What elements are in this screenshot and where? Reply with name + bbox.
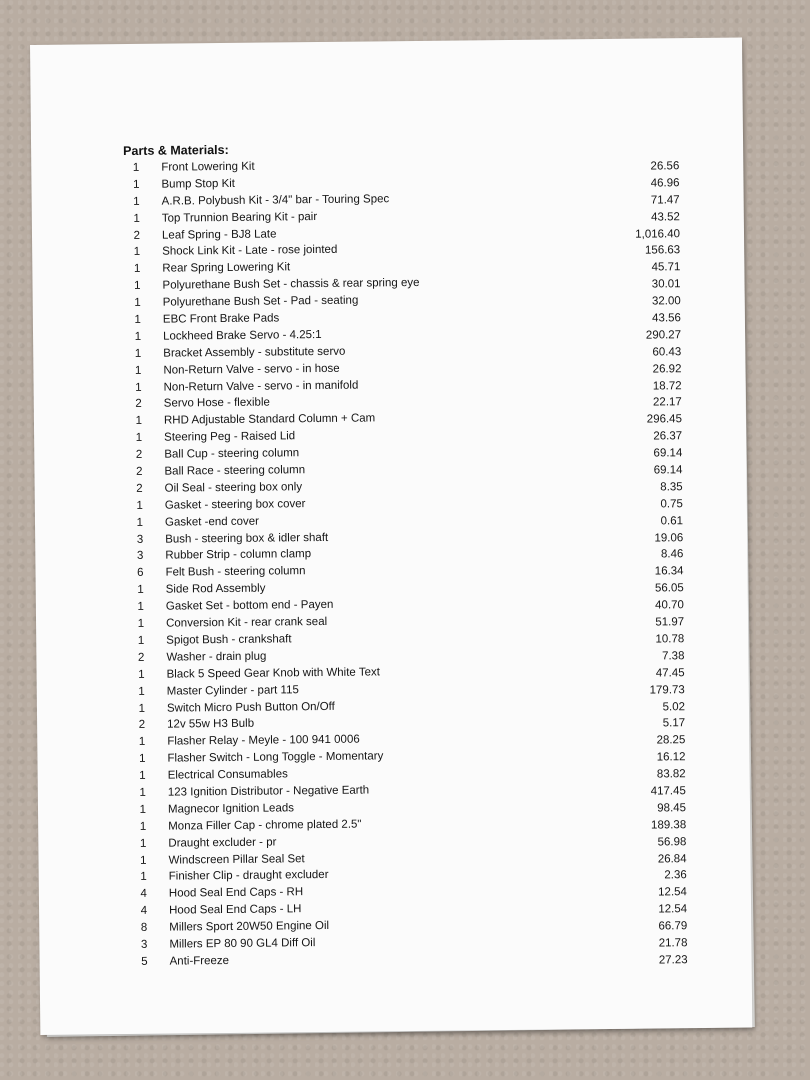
- item-price: 26.92: [652, 362, 682, 376]
- item-qty: 1: [140, 871, 147, 884]
- item-qty: 2: [135, 398, 142, 411]
- item-price: 83.82: [656, 768, 686, 781]
- item-description: Windscreen Pillar Seal Set: [168, 852, 305, 867]
- item-description: Gasket -end cover: [164, 515, 260, 529]
- item-qty: 1: [137, 584, 144, 597]
- item-description: Bush - steering box & idler shaft: [165, 531, 329, 546]
- item-qty: 4: [140, 905, 148, 918]
- item-qty: 5: [141, 955, 148, 968]
- item-qty: 1: [132, 161, 140, 174]
- item-price: 16.34: [654, 565, 684, 578]
- item-description: Polyurethane Bush Set - chassis & rear spring eye: [162, 277, 420, 292]
- item-description: Non-Return Valve - servo - in manifold: [163, 379, 359, 394]
- item-price: 26.56: [650, 160, 680, 173]
- item-price: 32.00: [651, 295, 681, 308]
- item-qty: 1: [133, 178, 140, 191]
- item-qty: 1: [139, 820, 147, 833]
- item-price: 290.27: [645, 329, 682, 342]
- item-description: Flasher Switch - Long Toggle - Momentary: [167, 750, 384, 765]
- item-qty: 1: [136, 516, 144, 529]
- item-description: Magnecor Ignition Leads: [167, 802, 295, 816]
- item-price: 56.98: [657, 835, 687, 849]
- item-qty: 6: [137, 567, 144, 580]
- item-price: 98.45: [657, 802, 687, 815]
- item-qty: 1: [133, 246, 141, 259]
- item-qty: 1: [134, 296, 141, 310]
- item-description: Bracket Assembly - substitute servo: [163, 345, 346, 360]
- item-qty: 1: [135, 415, 143, 428]
- item-price: 19.06: [654, 531, 684, 545]
- item-price: 40.70: [655, 599, 684, 612]
- item-qty: 1: [137, 617, 145, 630]
- item-price: 26.37: [653, 430, 683, 443]
- item-qty: 1: [137, 600, 144, 614]
- item-price: 8.35: [660, 481, 683, 494]
- item-description: Bump Stop Kit: [161, 177, 236, 191]
- item-qty: 1: [136, 499, 143, 512]
- item-qty: 1: [134, 313, 141, 326]
- item-qty: 3: [136, 550, 144, 563]
- item-price: 10.78: [655, 633, 685, 646]
- item-price: 18.72: [652, 379, 682, 393]
- item-qty: 1: [134, 280, 141, 293]
- item-description: Monza Filler Cap - chrome plated 2.5": [168, 818, 362, 833]
- item-price: 60.43: [652, 345, 682, 359]
- item-qty: 1: [138, 685, 145, 698]
- item-description: EBC Front Brake Pads: [162, 312, 280, 326]
- item-price: 179.73: [649, 683, 685, 697]
- item-price: 0.61: [660, 514, 684, 528]
- item-qty: 4: [140, 888, 147, 901]
- item-description: Rubber Strip - column clamp: [165, 548, 312, 563]
- item-price: 417.45: [650, 785, 686, 798]
- item-description: Gasket Set - bottom end - Payen: [165, 599, 334, 613]
- item-qty: 1: [135, 432, 143, 445]
- item-price: 12.54: [658, 886, 687, 899]
- item-price: 51.97: [655, 616, 685, 629]
- item-description: Anti-Freeze: [169, 954, 230, 968]
- item-description: Black 5 Speed Gear Knob with White Text: [166, 666, 380, 681]
- item-description: Front Lowering Kit: [161, 160, 255, 174]
- item-description: Felt Bush - steering column: [165, 565, 306, 579]
- item-qty: 3: [140, 938, 148, 951]
- item-description: RHD Adjustable Standard Column + Cam: [163, 412, 376, 427]
- item-price: 71.47: [650, 193, 680, 207]
- item-description: Electrical Consumables: [167, 768, 288, 782]
- item-price: 21.78: [658, 937, 688, 950]
- item-description: Leaf Spring - BJ8 Late: [161, 227, 277, 242]
- item-description: Millers EP 80 90 GL4 Diff Oil: [169, 937, 316, 951]
- item-description: Steering Peg - Raised Lid: [164, 430, 296, 444]
- item-qty: 1: [133, 195, 140, 208]
- item-qty: 1: [137, 634, 145, 647]
- item-qty: 8: [140, 921, 148, 934]
- item-price: 0.75: [660, 498, 683, 511]
- item-description: Spigot Bush - crankshaft: [166, 633, 292, 647]
- item-description: Millers Sport 20W50 Engine Oil: [169, 919, 330, 934]
- item-price: 43.56: [652, 312, 681, 325]
- item-price: 7.38: [661, 650, 685, 663]
- item-price: 22.17: [652, 396, 682, 409]
- item-price: 47.45: [655, 666, 685, 680]
- item-price: 45.71: [651, 261, 681, 274]
- item-description: Rear Spring Lowering Kit: [162, 261, 291, 275]
- item-description: Non-Return Valve - servo - in hose: [163, 362, 340, 377]
- item-price: 5.17: [662, 717, 686, 730]
- item-qty: 1: [138, 668, 145, 681]
- item-qty: 2: [136, 465, 143, 478]
- item-price: 156.63: [644, 244, 681, 258]
- item-description: Washer - drain plug: [166, 650, 267, 664]
- item-description: Oil Seal - steering box only: [164, 481, 303, 495]
- item-description: Hood Seal End Caps - LH: [169, 903, 302, 917]
- item-qty: 1: [139, 803, 147, 816]
- item-qty: 1: [139, 769, 146, 782]
- item-qty: 1: [138, 736, 146, 749]
- item-description: Switch Micro Push Button On/Off: [166, 700, 335, 715]
- item-qty: 2: [137, 651, 145, 664]
- item-price: 26.84: [657, 852, 687, 865]
- item-qty: 1: [138, 702, 146, 715]
- item-price: 12.54: [658, 903, 688, 916]
- item-description: Finisher Clip - draught excluder: [168, 869, 329, 883]
- item-description: Flasher Relay - Meyle - 100 941 0006: [167, 733, 360, 748]
- item-description: Side Rod Assembly: [165, 582, 266, 596]
- item-price: 2.36: [664, 869, 687, 882]
- item-qty: 1: [133, 212, 140, 225]
- item-description: Polyurethane Bush Set - Pad - seating: [162, 294, 359, 309]
- item-qty: 3: [136, 533, 144, 546]
- item-qty: 1: [134, 330, 142, 343]
- item-qty: 2: [136, 482, 143, 495]
- item-qty: 1: [140, 854, 147, 867]
- item-description: Ball Race - steering column: [164, 464, 306, 478]
- item-price: 28.25: [656, 734, 686, 747]
- item-description: Draught excluder - pr: [168, 836, 277, 850]
- item-price: 66.79: [658, 920, 688, 933]
- item-price: 46.96: [650, 177, 680, 190]
- item-price: 16.12: [656, 751, 686, 764]
- item-price: 296.45: [646, 413, 683, 426]
- item-description: Hood Seal End Caps - RH: [168, 886, 304, 900]
- item-description: Conversion Kit - rear crank seal: [166, 615, 328, 630]
- item-description: A.R.B. Polybush Kit - 3/4" bar - Touring Spec: [161, 193, 390, 208]
- item-description: Lockheed Brake Servo - 4.25:1: [162, 328, 322, 343]
- item-qty: 2: [135, 448, 143, 462]
- item-price: 43.52: [650, 210, 680, 224]
- item-description: Gasket - steering box cover: [164, 497, 306, 512]
- item-qty: 1: [139, 837, 147, 850]
- item-price: 1,016.40: [635, 227, 681, 241]
- item-description: 12v 55w H3 Bulb: [167, 718, 255, 731]
- item-qty: 1: [139, 786, 146, 799]
- item-price: 69.14: [653, 464, 683, 477]
- item-description: Master Cylinder - part 115: [166, 683, 299, 698]
- item-description: Ball Cup - steering column: [164, 447, 300, 461]
- item-qty: 2: [138, 719, 146, 732]
- item-qty: 1: [139, 753, 146, 766]
- parts-list: [119, 156, 687, 973]
- item-price: 56.05: [654, 582, 684, 595]
- item-description: 123 Ignition Distributor - Negative Earth: [167, 784, 370, 799]
- item-price: 27.23: [658, 954, 688, 967]
- item-price: 69.14: [653, 447, 683, 460]
- item-qty: 1: [133, 263, 141, 276]
- document-page: [30, 38, 752, 1035]
- item-qty: 2: [133, 229, 141, 242]
- item-price: 189.38: [650, 818, 687, 832]
- item-price: 8.46: [660, 548, 684, 561]
- item-description: Top Trunnion Bearing Kit - pair: [161, 210, 318, 225]
- item-description: Shock Link Kit - Late - rose jointed: [162, 244, 338, 259]
- item-price: 5.02: [662, 700, 686, 713]
- item-price: 30.01: [651, 278, 681, 291]
- section-heading: Parts & Materials:: [123, 142, 229, 159]
- item-qty: 1: [135, 381, 142, 394]
- item-qty: 1: [134, 364, 142, 377]
- item-description: Servo Hose - flexible: [163, 396, 270, 411]
- item-qty: 1: [134, 347, 142, 360]
